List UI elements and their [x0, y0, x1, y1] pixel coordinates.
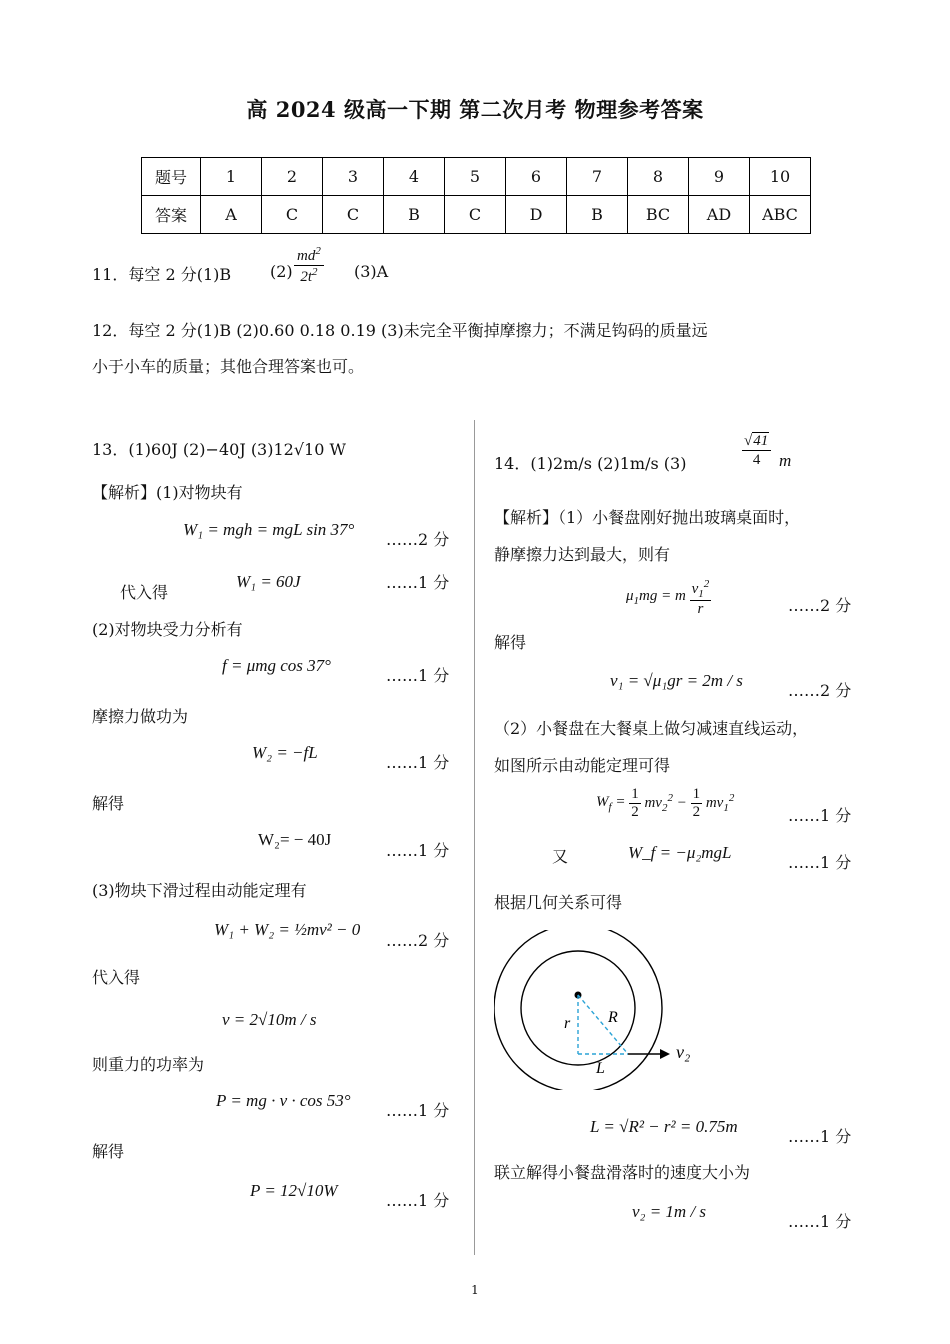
- table-row: [142, 158, 811, 196]
- q13-part2: (2)对物块受力分析有: [92, 620, 243, 639]
- page-title: 高 2024 级高一下期 第二次月考 物理参考答案: [246, 97, 704, 122]
- q14-geometry: 根据几何关系可得: [494, 893, 623, 912]
- q14-score3: ……1 分: [788, 806, 852, 825]
- q14-score4: ……1 分: [788, 853, 852, 872]
- q14-analysis2: 静摩擦力达到最大，则有: [494, 545, 671, 564]
- q13-head: 13．(1)60J (2)−40J (3)12√10 W: [92, 440, 346, 459]
- q14-unit-m: m: [779, 451, 792, 470]
- q13-score5: ……1 分: [386, 841, 450, 860]
- q13-score9: ……1 分: [386, 1191, 450, 1210]
- answer-table: [141, 157, 811, 234]
- q14-eq5: L = √R² − r² = 0.75m: [590, 1117, 738, 1136]
- q13-score3: ……1 分: [386, 666, 450, 685]
- q14-analysis1: 【解析】（1）小餐盘刚好抛出玻璃桌面时，: [494, 508, 801, 527]
- q13-score1: ……2 分: [386, 530, 450, 549]
- table-cell: C: [262, 196, 323, 234]
- q14-part3-fraction: √41 4: [742, 432, 771, 469]
- q13-eq3: f = μmg cos 37°: [222, 656, 331, 675]
- q13-score8: ……1 分: [386, 1101, 450, 1120]
- q14-part2a: （2）小餐盘在大餐桌上做匀减速直线运动，: [494, 719, 809, 738]
- q13-score2: ……1 分: [386, 573, 450, 592]
- table-cell: A: [201, 196, 262, 234]
- q14-score6: ……1 分: [788, 1212, 852, 1231]
- q11-part3: (3)A: [354, 262, 389, 281]
- q13-score6: ……2 分: [386, 931, 450, 950]
- table-cell: 7: [567, 158, 628, 196]
- label-v2: v₂: [676, 1042, 691, 1062]
- table-cell: B: [384, 196, 445, 234]
- q12-line2: 小于小车的质量；其他合理答案也可。: [92, 357, 365, 376]
- q13-eq4: W₂ = −fL: [252, 743, 318, 762]
- q14-score2: ……2 分: [788, 681, 852, 700]
- table-cell: C: [445, 196, 506, 234]
- table-cell: 4: [384, 158, 445, 196]
- q13-analysis: 【解析】(1)对物块有: [92, 483, 243, 502]
- q14-also: 又: [552, 847, 569, 866]
- label-L: L: [596, 1060, 605, 1077]
- label-r: r: [564, 1015, 571, 1032]
- q13-solve2: 解得: [92, 1142, 125, 1161]
- q14-eq1: $\mu_1mg = m$ $\frac{v_1^2}{r}$: [626, 578, 710, 618]
- q13-eq7: v = 2√10m / s: [222, 1010, 317, 1029]
- q13-eq5: W₂= − 40J: [258, 830, 332, 849]
- q13-substitute: 代入得: [120, 583, 169, 602]
- q14-figure: [494, 930, 704, 1090]
- table-cell: 5: [445, 158, 506, 196]
- table-cell: 答案: [142, 196, 201, 234]
- table-cell: D: [506, 196, 567, 234]
- q13-gravity-power: 则重力的功率为: [92, 1055, 205, 1074]
- q14-head: 14．(1)2m/s (2)1m/s (3): [494, 454, 687, 473]
- table-cell: 题号: [142, 158, 201, 196]
- table-cell: 6: [506, 158, 567, 196]
- table-cell: 1: [201, 158, 262, 196]
- q13-eq6: W₁ + W₂ = ½mv² − 0: [214, 920, 361, 939]
- q14-eq4: W_f = −μ₂mgL: [628, 843, 732, 862]
- table-cell: B: [567, 196, 628, 234]
- q13-part3: (3)物块下滑过程由动能定理有: [92, 881, 307, 900]
- velocity-arrowhead: [660, 1049, 670, 1059]
- q14-eq3: $W_f$ = $\frac{1}{2}$ $mv_2^2$ − $\frac{1}{2}$ $mv_1^2$: [596, 786, 735, 820]
- page-number: 1: [471, 1283, 479, 1297]
- q11-part2: (2): [270, 262, 293, 281]
- table-cell: ABC: [750, 196, 811, 234]
- label-R: R: [608, 1009, 618, 1026]
- q13-substitute2: 代入得: [92, 968, 141, 987]
- column-divider: [474, 420, 475, 1255]
- q14-eq6: v₂ = 1m / s: [632, 1202, 707, 1221]
- q14-score5: ……1 分: [788, 1127, 852, 1146]
- q14-score1: ……2 分: [788, 596, 852, 615]
- q13-solve: 解得: [92, 794, 125, 813]
- table-cell: BC: [628, 196, 689, 234]
- table-cell: 2: [262, 158, 323, 196]
- q11-lead: 11．每空 2 分(1)B: [92, 265, 232, 284]
- q13-eq1: W₁ = mgh = mgL sin 37°: [183, 520, 355, 539]
- table-row: [142, 196, 811, 234]
- q14-combine: 联立解得小餐盘滑落时的速度大小为: [494, 1163, 751, 1182]
- q13-eq8: P = mg · v · cos 53°: [216, 1091, 351, 1110]
- q12-line1: 12．每空 2 分(1)B (2)0.60 0.18 0.19 (3)未完全平衡掉摩擦力；不满足钩码的质量远: [92, 321, 708, 340]
- table-cell: 3: [323, 158, 384, 196]
- q13-friction-work: 摩擦力做功为: [92, 707, 189, 726]
- table-cell: C: [323, 196, 384, 234]
- q13-eq2: W₁ = 60J: [236, 572, 301, 591]
- q14-part2b: 如图所示由动能定理可得: [494, 756, 671, 775]
- table-cell: AD: [689, 196, 750, 234]
- q14-solve: 解得: [494, 633, 527, 652]
- radius-R-line: [578, 995, 628, 1054]
- table-cell: 9: [689, 158, 750, 196]
- q13-eq9: P = 12√10W: [250, 1181, 338, 1200]
- table-cell: 10: [750, 158, 811, 196]
- q13-score4: ……1 分: [386, 753, 450, 772]
- q11-fraction: $md^2$ $2t^2$: [294, 245, 324, 287]
- table-cell: 8: [628, 158, 689, 196]
- q14-eq2: v₁ = √μ₁gr = 2m / s: [610, 671, 743, 690]
